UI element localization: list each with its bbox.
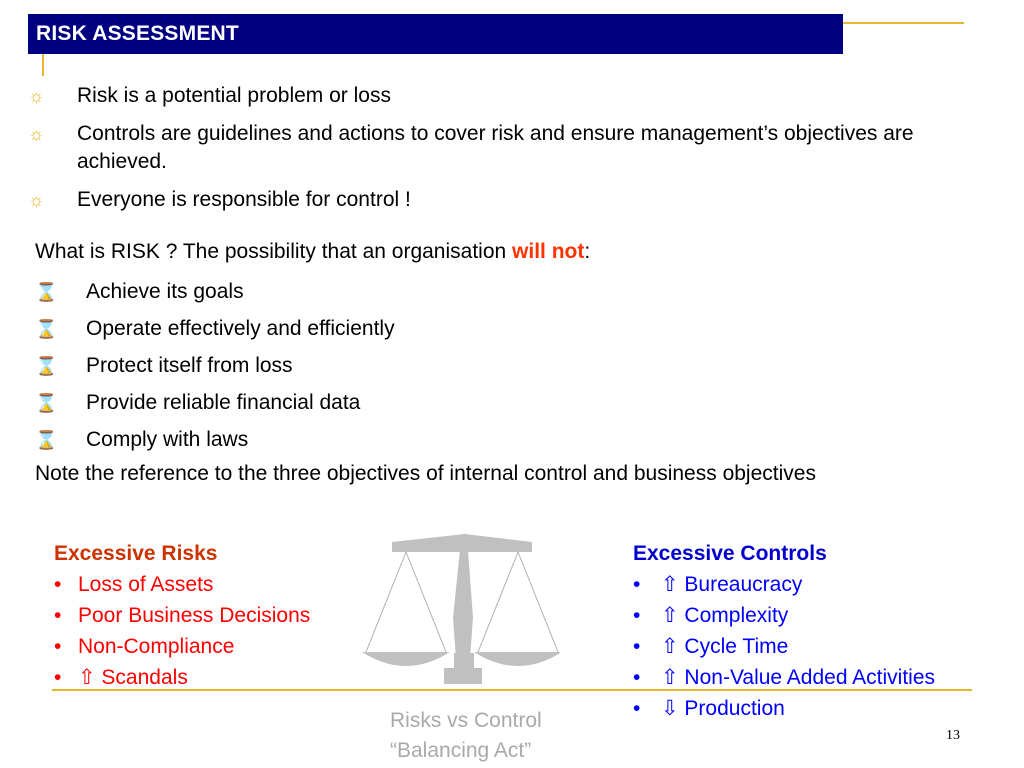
sun-bullet-icon: ☼	[28, 86, 45, 106]
list-item: • Non-Compliance	[54, 635, 235, 658]
list-item: ⌛ Comply with laws	[35, 426, 395, 463]
list-item: • ⇧ Bureaucracy	[633, 573, 803, 596]
excessive-risks-heading: Excessive Risks	[54, 542, 218, 565]
list-item: • ⇩ Production	[633, 697, 785, 720]
list-item: ⌛ Achieve its goals	[35, 278, 395, 315]
list-item: ⌛ Operate effectively and efficiently	[35, 315, 395, 352]
hourglass-icon: ⌛	[35, 430, 58, 450]
slide-title: RISK ASSESSMENT	[36, 22, 239, 45]
list-item: ⌛ Protect itself from loss	[35, 352, 395, 389]
list-item: • ⇧ Scandals	[54, 666, 188, 689]
hourglass-icon: ⌛	[35, 356, 58, 376]
balance-scale-icon	[360, 528, 560, 693]
divider	[52, 689, 972, 691]
list-item: ☼ Everyone is responsible for control !	[28, 186, 988, 214]
hourglass-icon: ⌛	[35, 319, 58, 339]
scale-caption: Risks vs Control “Balancing Act”	[390, 709, 542, 762]
list-item: • Loss of Assets	[54, 573, 214, 596]
sun-bullet-icon: ☼	[28, 124, 45, 144]
title-accent-line	[843, 22, 964, 24]
list-item: ☼ Risk is a potential problem or loss	[28, 82, 988, 110]
list-item: ⌛ Provide reliable financial data	[35, 389, 395, 426]
list-item: ☼ Controls are guidelines and actions to cover risk and ensure management’s objectives are achieved.	[28, 122, 914, 173]
list-item: • ⇧ Complexity	[633, 604, 789, 627]
note-text: Note the reference to the three objectives of internal control and business objectives	[35, 462, 816, 485]
list-item: • ⇧ Non-Value Added Activities	[633, 666, 936, 689]
hourglass-icon: ⌛	[35, 282, 58, 302]
risk-question: What is RISK ? The possibility that an organisation will not:	[35, 240, 591, 263]
intro-bullet-list	[28, 82, 988, 224]
title-accent-vertical	[42, 54, 44, 76]
page-number: 13	[946, 728, 960, 743]
excessive-controls-list	[633, 538, 935, 724]
emphasis-text: will not	[512, 240, 585, 263]
objectives-list	[35, 278, 395, 463]
excessive-risks-list	[54, 538, 310, 693]
list-item: • Poor Business Decisions	[54, 604, 311, 627]
excessive-controls-heading: Excessive Controls	[633, 542, 827, 565]
hourglass-icon: ⌛	[35, 393, 58, 413]
sun-bullet-icon: ☼	[28, 190, 45, 210]
list-item: • ⇧ Cycle Time	[633, 635, 789, 658]
